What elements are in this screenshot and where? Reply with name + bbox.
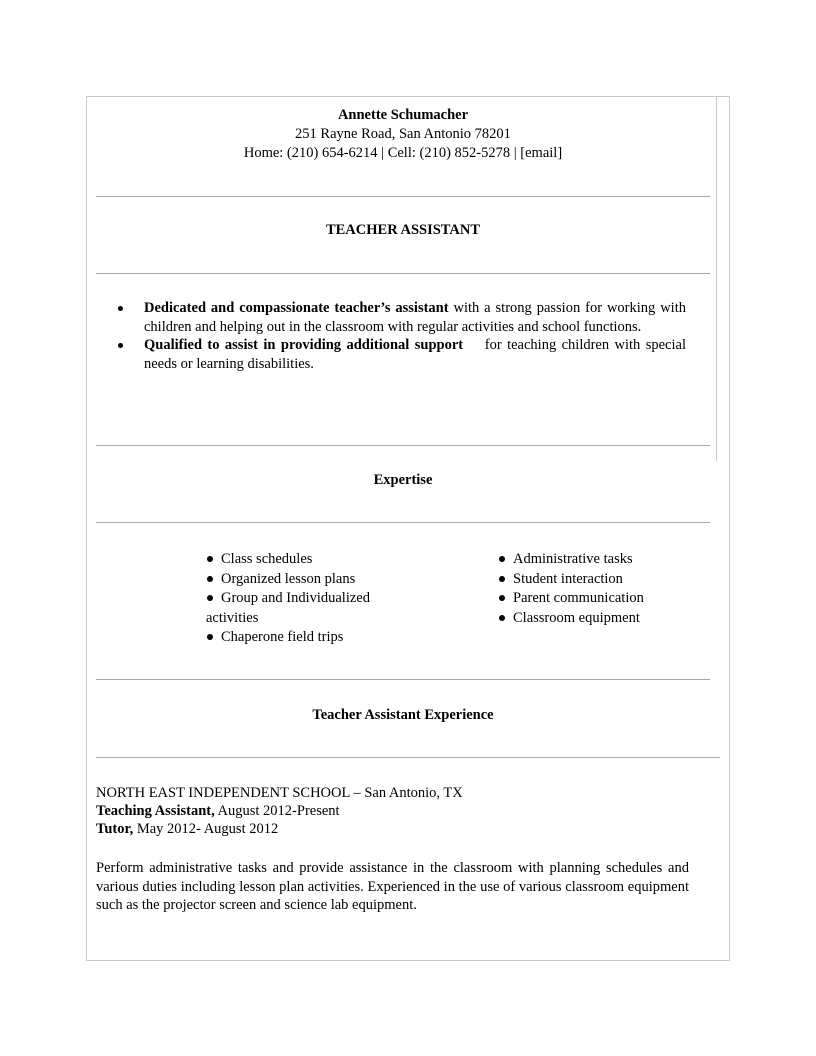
- expertise-item: Parent communication: [498, 589, 698, 609]
- objective-title: TEACHER ASSISTANT: [325, 222, 481, 238]
- applicant-name: Annette Schumacher: [337, 107, 469, 123]
- experience-title: Teacher Assistant Experience: [312, 707, 494, 723]
- role-line: [96, 820, 278, 838]
- divider: [96, 273, 710, 274]
- expertise-item: Class schedules: [206, 550, 396, 570]
- summary-item-text: for teaching children with special needs or learning disabilities.: [144, 337, 690, 372]
- divider: [96, 679, 710, 680]
- summary-item: [110, 299, 686, 336]
- divider: [96, 757, 720, 758]
- expertise-right-list: [498, 550, 698, 628]
- experience-description: Perform administrative tasks and provide assistance in the classroom with planning schedules and various duties including lesson plan activities. Experienced in the use of various classroom equipment such as the projector screen and science lab equipment.: [96, 860, 689, 913]
- frame-divider: [716, 97, 717, 461]
- applicant-address: 251 Rayne Road, San Antonio 78201: [295, 126, 511, 142]
- summary-item-bold: Qualified to assist in providing additional support: [144, 337, 464, 353]
- role-dates: August 2012-Present: [214, 803, 340, 819]
- divider: [96, 445, 710, 446]
- summary-item-bold: Dedicated and compassionate teacher’s assistant: [144, 300, 449, 316]
- summary-item-text: with a strong passion for working with children and helping out in the classroom with regular activities and school functions.: [144, 300, 686, 335]
- summary-item: [110, 336, 690, 373]
- role-title: Teaching Assistant,: [96, 803, 215, 819]
- expertise-item: Classroom equipment: [498, 609, 698, 629]
- divider: [96, 522, 710, 523]
- role-dates: May 2012- August 2012: [133, 821, 279, 837]
- employer-line: NORTH EAST INDEPENDENT SCHOOL – San Antonio, TX: [96, 785, 463, 801]
- applicant-contact: Home: (210) 654-6214 | Cell: (210) 852-5278 | [email]: [243, 145, 563, 161]
- divider: [96, 196, 710, 197]
- expertise-left-list: [206, 550, 396, 648]
- expertise-item: Group and Individualized activities: [206, 589, 378, 628]
- role-title: Tutor,: [96, 821, 134, 837]
- expertise-title: Expertise: [373, 472, 433, 488]
- role-line: [96, 802, 340, 820]
- expertise-item: Chaperone field trips: [206, 628, 396, 648]
- summary-list: [110, 299, 690, 373]
- expertise-item: Administrative tasks: [498, 550, 698, 570]
- expertise-item: Student interaction: [498, 570, 698, 590]
- expertise-item: Organized lesson plans: [206, 570, 396, 590]
